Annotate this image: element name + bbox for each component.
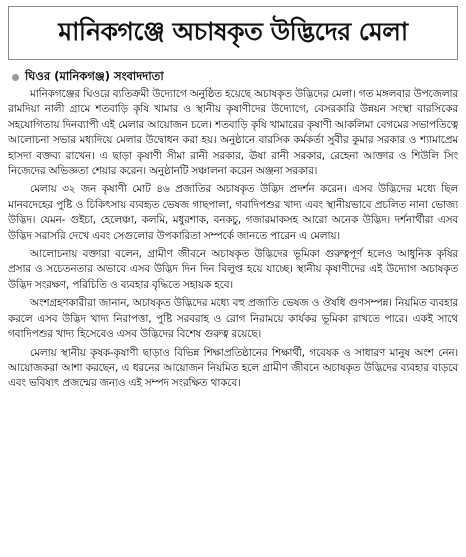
dateline	[12, 69, 458, 85]
article-paragraph: আলোচনায় বক্তারা বলেন, গ্রামীণ জীবনে অচাষকৃত উদ্ভিদের ভূমিকা গুরুত্বপূর্ণ হলেও আধুনিক কৃষির প্রসার ও সচেতনতার অভাবে এসব উদ্ভিদ দিন দিন বিলুপ্ত হয়ে যাচ্ছে। স্থানীয় কৃষাণীদের এই উদ্যোগ অচাষকৃত উদ্ভিদ সংরক্ষণ, পরিচিতি ও ব্যবহার বৃদ্ধিতে সহায়ক হবে।	[8, 248, 458, 291]
article-paragraph: মেলায় ৩২ জন কৃষাণী মোট ৪৬ প্রজাতির অচাষকৃত উদ্ভিদ প্রদর্শন করেন। এসব উদ্ভিদের মধ্যে ছিল মানবদেহের পুষ্টি ও চিকিৎসায় ব্যবহৃত ভেষজ গাছপালা, গবাদিপশুর খাদ্য এবং স্থানীয়ভাবে প্রচলিত নানা ভোজ্য উদ্ভিদ। যেমন- গুইচা, হেলেঞ্চা, কলমি, মধুরশাক, বনকচু, গজারমাকসহ আরো অনেক উদ্ভিদ। দর্শনার্থীরা এসব উদ্ভিদ সরাসরি দেখে এবং সেগুলোর উপকারিতা সম্পর্কে জানতে পারেন এ মেলায়।	[8, 183, 458, 242]
article-body	[8, 87, 458, 392]
article-paragraph: অংশগ্রহণকারীরা জানান, অচাষকৃত উদ্ভিদের মধ্যে বহু প্রজাতি ভেষজ ও ঔষধি গুণসম্পন্ন। নিয়মিত ব্যবহার করলে এসব উদ্ভিদ খাদ্য নিরাপত্তা, পুষ্টি সরবরাহ ও রোগ নিরাময়ে কার্যকর ভূমিকা রাখতে পারে। একই সাথে গবাদিপশুর খাদ্য হিসেবেও এসব উদ্ভিদের বিশেষ গুরুত্ব রয়েছে।	[8, 297, 458, 341]
dateline-text: ঘিওর (মানিকগঞ্জ) সংবাদদাতা	[25, 68, 164, 83]
article-paragraph: মেলায় স্থানীয় কৃষক-কৃষাণী ছাড়াও বিভিন্ন শিক্ষাপ্রতিষ্ঠানের শিক্ষার্থী, গবেষক ও সাধারণ মানুষ অংশ নেন। আয়োজকরা আশা করছেন, এ ধরনের আয়োজন নিয়মিত হলে গ্রামীণ জীবনে অচাষকৃত উদ্ভিদের ব্যবহার বাড়বে এবং ভবিষ্যৎ প্রজন্মের জন্যও এই সম্পদ সংরক্ষিত থাকবে।	[8, 346, 458, 390]
bullet-icon	[12, 74, 19, 81]
headline: মানিকগঞ্জে অচাষকৃত উদ্ভিদের মেলা	[58, 16, 408, 46]
headline-box	[8, 6, 458, 60]
article-paragraph: মানিকগঞ্জের ঘিওরে ব্যতিক্রমী উদ্যোগে অনুষ্ঠিত হয়েছে অচাষকৃত উদ্ভিদের মেলা। গত মঙ্গলবার উপজেলার রামদিয়া নালী গ্রামে শতবাড়ি কৃষি খামার ও স্থানীয় কৃষাণীদের উদ্যোগে, বেসরকারি উন্নয়ন সংস্থা বারসিকের সহযোগিতায় দিনব্যাপী এই মেলার আয়োজন চলে। শতবাড়ি কৃষি খামারের কৃষাণী আকলিমা বেগমের সভাপতিত্বে আলোচনা সভার মধ্যদিয়ে মেলার উদ্বোধন করা হয়। অনুষ্ঠানে বারসিক কর্মকর্তা সুবীর কুমার সরকার ও শ্যামাপ্রেম হাসদা বক্তব্য রাখেন। এ ছাড়া কৃষাণী সীমা রানী সরকার, ঊষা রানী সরকার, রেহেনা আক্তার ও শিউলি সিং নিজেদের অভিজ্ঞতা শেয়ার করেন। অনুষ্ঠানটি সঞ্চালনা করেন অঞ্জনা সরকার।	[8, 88, 458, 178]
